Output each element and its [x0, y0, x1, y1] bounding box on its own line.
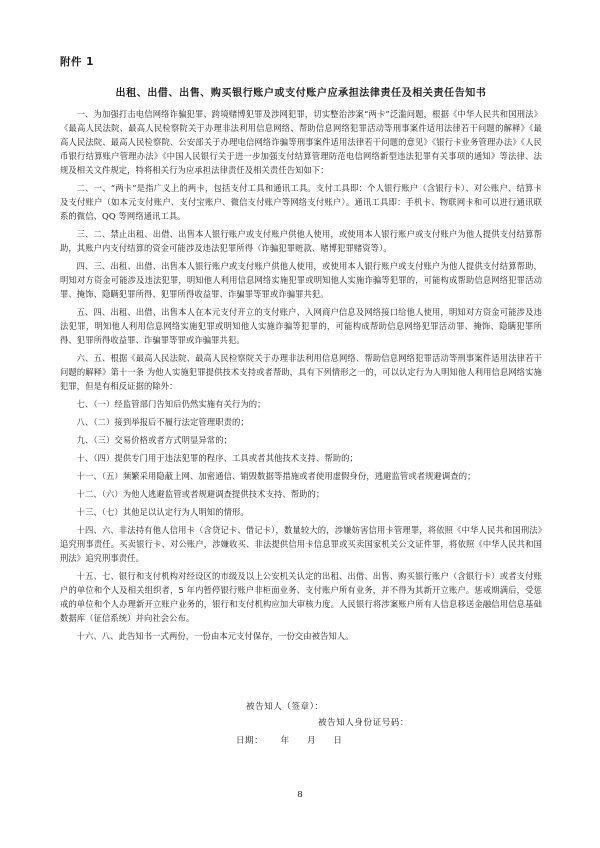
paragraph: 十三、（七）其他足以认定行为人明知的情形。: [76, 507, 249, 517]
attachment-label: 附件 1: [60, 56, 94, 68]
paragraph: 九、（三）交易价格或者方式明显异常的；: [76, 435, 232, 445]
paragraph: 一、为加强打击电信网络诈骗犯罪、跨境赌博犯罪及涉网犯罪，切实整治涉案“两卡”泛滥问题，根据《中华人民共和国刑法》《最高人民法院、最高人民检察院关于办理非法利用信息网络、帮助信息网络犯罪活动等刑事案件适用法律若干问题的解释》《最高人民法院、最高人民检察院、公安部关于办理电信网络诈骗等刑事案件适用法律若干问题的意见》《银行卡业务管理办法》《人民币银行结算账户管理办法》《中国人民银行关于进一步加强支付结算管理防范电信网络新型违法犯罪有关事项的通知》等法律、法规及相关文件规定，特将相关行为应承担法律责任及相关责任告知如下：: [60, 109, 542, 175]
paragraph: 十五、七、银行和支付机构对经设区的市级及以上公安机关认定的出租、出借、出售、购买银行账户（含银行卡）或者支付账户的单位和个人及相关组织者，5 年内暂停银行账户非柜面业务、支付账户所有业务，并不得为其新开立账户。惩戒期满后，受惩戒的单位和个人办理新开立账户业务的，银行和支付机构应加大审核力度。人民银行将涉案账户所有人信息移送金融信用信息基础数据库（征信系统）并向社会公布。: [60, 571, 542, 623]
signature-date-label: 日期： 年 月 日: [236, 736, 343, 746]
paragraph: 十、（四）提供专门用于违法犯罪的程序、工具或者其他技术支持、帮助的；: [76, 453, 358, 463]
document-body: [60, 107, 542, 643]
page-number: 8: [297, 790, 303, 800]
paragraph: 十四、六、非法持有他人信用卡（含贷记卡、借记卡），数量较大的，涉嫌妨害信用卡管理罪，将依照《中华人民共和国刑法》追究刑事责任。买卖银行卡、对公账户，涉嫌收买、非法提供信用卡信息罪或买卖国家机关公文证件罪，将依照《中华人民共和国刑法》追究刑事责任。: [60, 525, 542, 563]
signature-id-label: 被告知人身份证号码：: [318, 718, 410, 728]
paragraph: 七、（一）经监管部门告知后仍然实施有关行为的；: [76, 399, 266, 409]
paragraph: 十二、（六）为他人逃避监管或者规避调查提供技术支持、帮助的；: [76, 489, 325, 499]
signature-name-label: 被告知人（签章）：: [246, 702, 324, 712]
document-title: 出租、出借、出售、购买银行账户或支付账户应承担法律责任及相关责任告知书: [115, 88, 487, 99]
paragraph: 三、二、禁止出租、出借、出售本人银行账户或支付账户供他人使用，或使用本人银行账户或支付账户为他人提供支付结算帮助，其账户内支付结算的资金可能涉及违法犯罪所得（诈骗犯罪赃款、赌博犯罪赌资等）。: [60, 229, 542, 253]
paragraph: 二、一、“两卡”是指广义上的两卡，包括支付工具和通讯工具。支付工具即：个人银行账户（含银行卡）、对公账户、结算卡及支付账户（如本元支付账户、支付宝账户、微信支付账户等网络支付账户）。通讯工具即：手机卡、物联网卡和可以进行通讯联系的微信、QQ 等网络通讯工具。: [60, 183, 542, 221]
paragraph: 八、（二）接到举报后不履行法定管理职责的；: [76, 417, 249, 427]
paragraph: 十一、（五）频繁采用隐蔽上网、加密通信、销毁数据等措施或者使用虚假身份，逃避监管或者规避调查的；: [76, 471, 476, 481]
paragraph: 五、四、出租、出借、出售本人在本元支付开立的支付账户、入网商户信息及网络接口给他人使用，明知对方资金可能涉及违法犯罪，明知他人利用信息网络实施犯罪或明知他人实施诈骗等犯罪的，可能构成帮助信息网络犯罪活动罪、掩饰、隐瞒犯罪所得、犯罪所得收益罪、诈骗罪等罪或诈骗罪共犯。: [60, 307, 542, 345]
paragraph: 十六、八、此告知书一式两份，一份由本元支付保存，一份交由被告知人。: [76, 631, 354, 641]
paragraph: 六、五、根据《最高人民法院、最高人民检察院关于办理非法利用信息网络、帮助信息网络犯罪活动等刑事案件适用法律若干问题的解释》第十一条 为他人实施犯罪提供技术支持或者帮助，具有下列情形之一的，可以认定行为人明知他人利用信息网络实施犯罪，但是有相反证据的除外：: [60, 353, 542, 391]
paragraph: 四、三、出租、出借、出售本人银行账户或支付账户供他人使用，或使用本人银行账户或支付账户为他人提供支付结算帮助，明知对方资金可能涉及违法犯罪，明知他人利用信息网络实施犯罪或明知他人实施诈骗等犯罪的，可能构成帮助信息网络犯罪活动罪、掩饰、隐瞒犯罪所得、犯罪所得收益罪、诈骗罪等罪或诈骗罪共犯。: [60, 261, 542, 299]
